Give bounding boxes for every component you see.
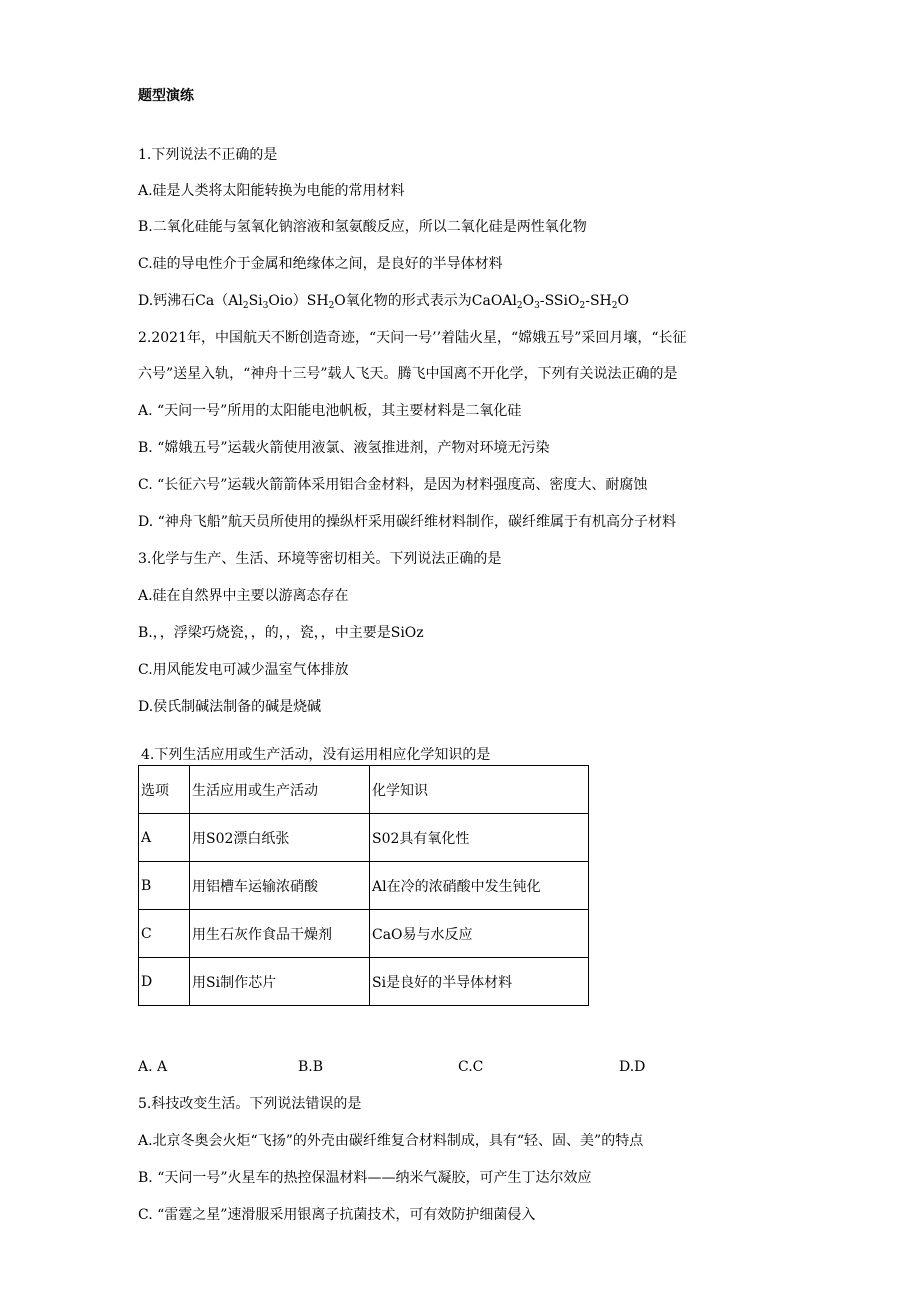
- q3-option-d: D.侯氏制碱法制备的碱是烧碱: [138, 699, 322, 715]
- table-row: [139, 814, 589, 862]
- page-heading: 题型演练: [138, 88, 194, 104]
- table-row: [139, 910, 589, 958]
- table-cell: B: [139, 862, 190, 910]
- q2-option-d: D. “神舟飞船”航天员所使用的操纵杆采用碳纤维材料制作，碳纤维属于有机高分子材料: [138, 514, 676, 530]
- q2-option-a: A. “天问一号”所用的太阳能电池帆板，其主要材料是二氧化硅: [138, 403, 522, 419]
- q3-option-a: A.硅在自然界中主要以游离态存在: [138, 588, 349, 604]
- table-cell: 用S02漂白纸张: [190, 814, 370, 862]
- q5-option-a: A.北京冬奥会火炬“飞扬”的外壳由碳纤维复合材料制成，具有“轻、固、美”的特点: [138, 1133, 644, 1149]
- table-cell: Al在冷的浓硝酸中发生钝化: [370, 862, 589, 910]
- q4-option-b: B.B: [298, 1059, 324, 1075]
- q1-option-c: C.硅的导电性介于金属和绝缘体之间，是良好的半导体材料: [138, 256, 503, 272]
- q1-stem: 1.下列说法不正确的是: [138, 147, 278, 163]
- table-row: [139, 862, 589, 910]
- table-cell: D: [139, 958, 190, 1006]
- table-header-cell: 选项: [139, 766, 190, 814]
- q3-option-b: B.，，浮梁巧烧瓷，，的，，瓷，，中主要是SiOz: [138, 625, 424, 641]
- table-cell: CaO易与水反应: [370, 910, 589, 958]
- q1-option-a: A.硅是人类将太阳能转换为电能的常用材料: [138, 183, 405, 199]
- table-cell: 用Si制作芯片: [190, 958, 370, 1006]
- q5-option-b: B. “天问一号”火星车的热控保温材料——纳米气凝胶，可产生丁达尔效应: [138, 1170, 592, 1186]
- q2-option-b: B. “嫦娥五号”运载火箭使用液氯、液氢推进剂，产物对环境无污染: [138, 440, 550, 456]
- table-row: [139, 958, 589, 1006]
- q5-option-c: C. “雷霆之星”速滑服采用银离子抗菌技术，可有效防护细菌侵入: [138, 1207, 536, 1223]
- table-header-cell: 化学知识: [370, 766, 589, 814]
- q3-stem: 3.化学与生产、生活、环境等密切相关。下列说法正确的是: [138, 551, 502, 567]
- q2-stem-line1: 2.2021年，中国航天不断创造奇迹，“天问一号’’着陆火星，“嫦娥五号”采回月壤，“长征: [138, 330, 687, 346]
- q4-option-c: C.C: [458, 1059, 484, 1075]
- q2-stem-line2: 六号”送星入轨，“神舟十三号”载人飞天。腾飞中国离不开化学，下列有关说法正确的是: [138, 366, 678, 382]
- q2-option-c: C. “长征六号”运载火箭箭体采用铝合金材料，是因为材料强度高、密度大、耐腐蚀: [138, 477, 648, 493]
- table-cell: C: [139, 910, 190, 958]
- q1-option-b: B.二氧化硅能与氢氧化钠溶液和氢氨酸反应，所以二氧化硅是两性氧化物: [138, 219, 587, 235]
- q4-table: [138, 765, 589, 1006]
- table-cell: 用生石灰作食品干燥剂: [190, 910, 370, 958]
- q4-option-a: A. A: [138, 1059, 168, 1075]
- table-header-cell: 生活应用或生产活动: [190, 766, 370, 814]
- table-cell: 用铝槽车运输浓硝酸: [190, 862, 370, 910]
- table-cell: A: [139, 814, 190, 862]
- q5-stem: 5.科技改变生活。下列说法错误的是: [138, 1096, 362, 1112]
- table-header-row: [139, 766, 589, 814]
- q3-option-c: C.用风能发电可减少温室气体排放: [138, 662, 349, 678]
- q4-option-d: D.D: [619, 1059, 646, 1075]
- q1-option-d: D.钙沸石$Ca(Al_2Si_3Oio)SH_2O$氧化物的形式表示为$CaOAl_2O_3-SSiO_2-SH_2O$: [138, 293, 629, 311]
- table-cell: Si是良好的半导体材料: [370, 958, 589, 1006]
- q4-stem: 4.下列生活应用或生产活动，没有运用相应化学知识的是: [141, 747, 491, 763]
- table-cell: S02具有氧化性: [370, 814, 589, 862]
